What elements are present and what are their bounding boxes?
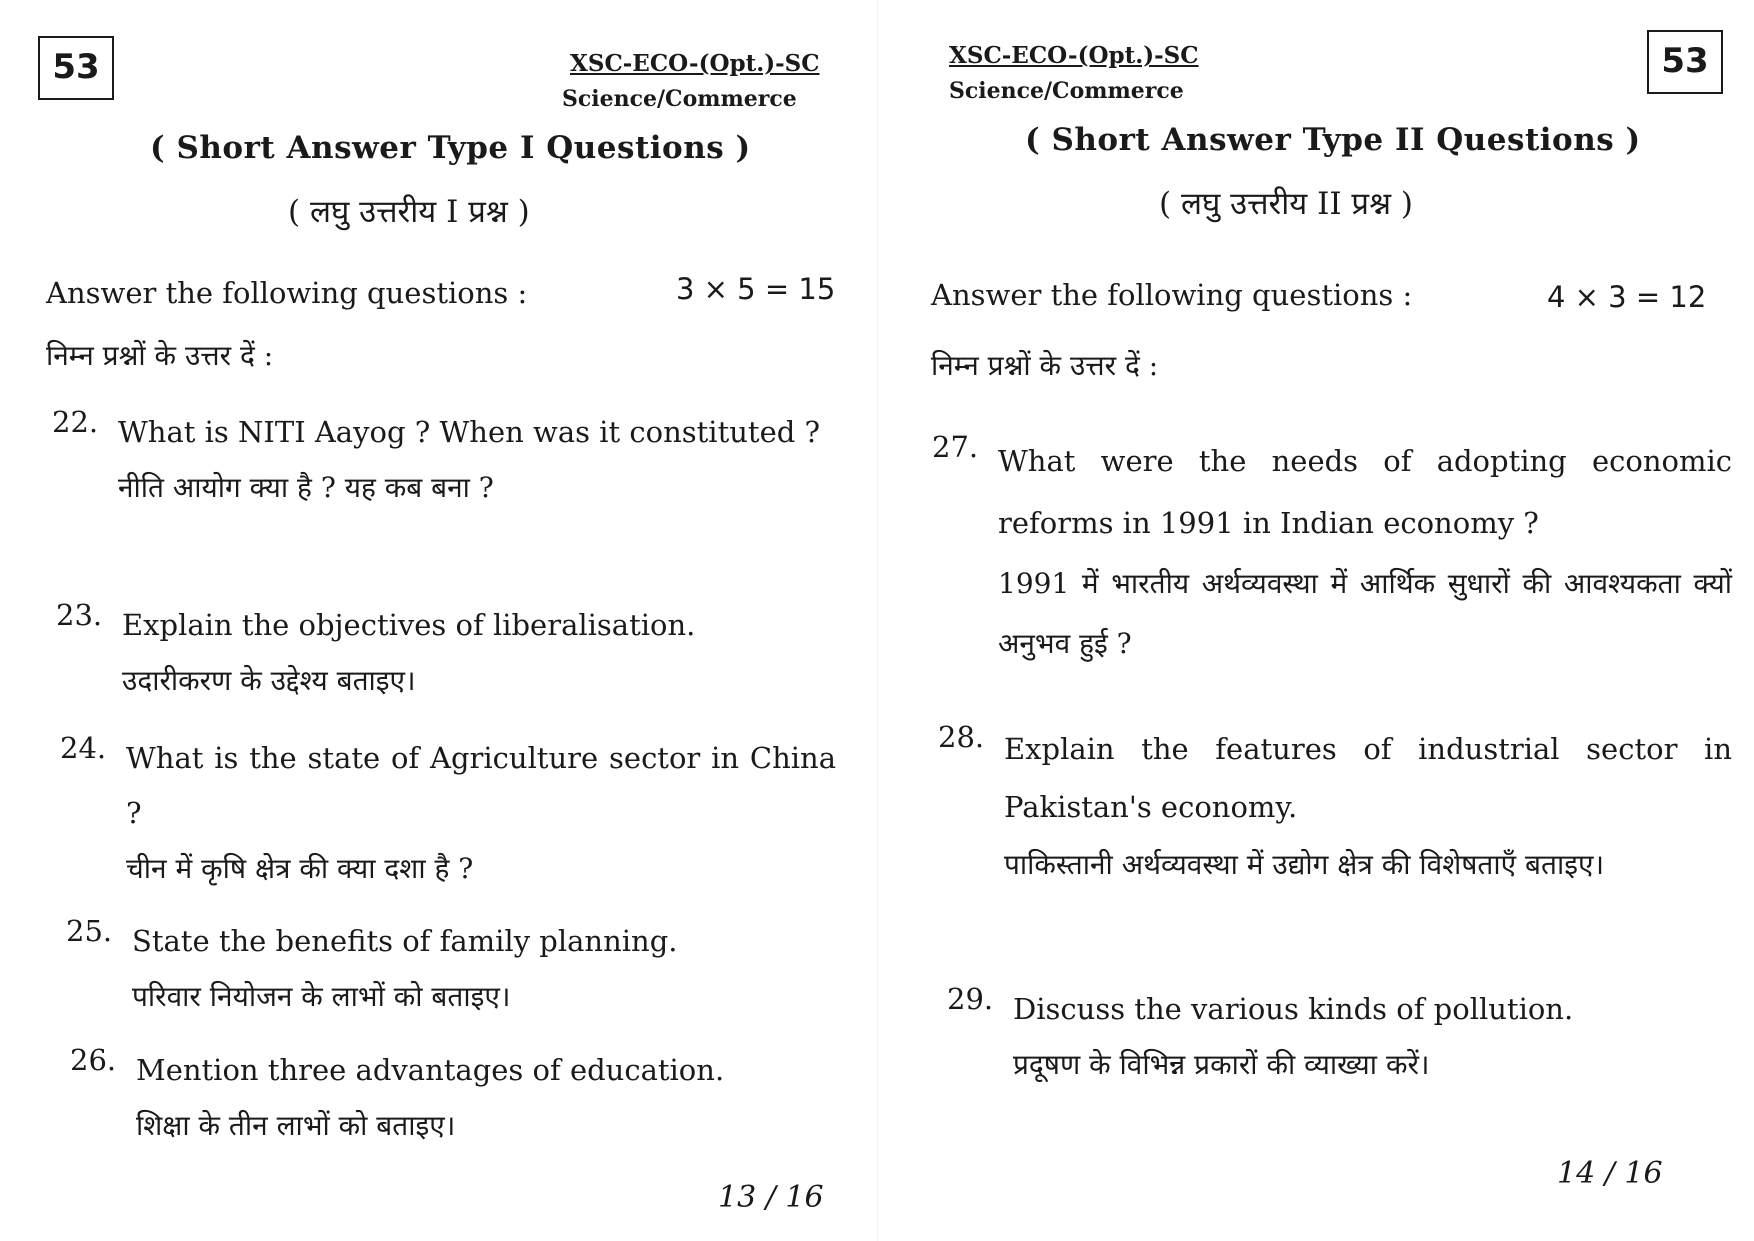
question-number: 29. (947, 982, 994, 1016)
section-title-hindi: ( लघु उत्तरीय I प्रश्न ) (288, 194, 530, 230)
question-number: 24. (60, 731, 107, 765)
question-text-hindi: नीति आयोग क्या है ? यह कब बना ? (118, 471, 494, 504)
folio: 13 / 16 (718, 1180, 824, 1215)
instruction: Answer the following questions : (931, 278, 1413, 312)
question-text-hindi: शिक्षा के तीन लाभों को बताइए। (136, 1109, 456, 1142)
question-29 (947, 982, 1732, 1092)
question-text: What is NITI Aayog ? When was it constituted ? (118, 415, 821, 449)
instruction: Answer the following questions : (46, 276, 528, 310)
stream-label: Science/Commerce (949, 78, 1184, 104)
question-27 (932, 430, 1732, 674)
question-text: Explain the features of industrial sector in Pakistan's economy. (1004, 732, 1732, 824)
question-text-hindi: परिवार नियोजन के लाभों को बताइए। (132, 980, 511, 1013)
section-title: ( Short Answer Type I Questions ) (150, 130, 751, 166)
question-25 (66, 914, 836, 1024)
marks-label: 4 × 3 = 12 (1547, 280, 1707, 314)
question-number: 23. (56, 598, 103, 632)
question-text-hindi: पाकिस्तानी अर्थव्यवस्था में उद्योग क्षेत्र की विशेषताएँ बताइए। (1004, 848, 1605, 881)
paper-code: XSC-ECO-(Opt.)-SC (949, 42, 1199, 69)
question-26 (70, 1043, 836, 1153)
section-title: ( Short Answer Type II Questions ) (1025, 122, 1641, 158)
instruction-hindi: निम्न प्रश्नों के उत्तर दें : (46, 339, 274, 372)
page-number-box: 53 (38, 36, 114, 100)
question-text-hindi: उदारीकरण के उद्देश्य बताइए। (122, 664, 416, 697)
question-number: 26. (70, 1043, 117, 1077)
right-page (877, 0, 1754, 1241)
marks-label: 3 × 5 = 15 (676, 272, 836, 306)
question-number: 22. (52, 405, 99, 439)
question-text: Explain the objectives of liberalisation. (122, 608, 696, 642)
folio: 14 / 16 (1557, 1156, 1663, 1191)
question-24 (60, 731, 836, 896)
instruction-hindi: निम्न प्रश्नों के उत्तर दें : (931, 349, 1159, 382)
question-number: 27. (932, 430, 979, 464)
question-text: What were the needs of adopting economic reforms in 1991 in Indian economy ? (998, 444, 1732, 540)
question-23 (56, 598, 836, 708)
paper-code: XSC-ECO-(Opt.)-SC (570, 50, 820, 77)
section-title-hindi: ( लघु उत्तरीय II प्रश्न ) (1159, 186, 1413, 222)
question-text-hindi: 1991 में भारतीय अर्थव्यवस्था में आर्थिक सुधारों की आवश्यकता क्यों अनुभव हुई ? (998, 567, 1732, 660)
question-text-hindi: प्रदूषण के विभिन्न प्रकारों की व्याख्या करें। (1013, 1048, 1430, 1081)
question-text: Mention three advantages of education. (136, 1053, 725, 1087)
page-number-box: 53 (1647, 30, 1723, 94)
question-text: State the benefits of family planning. (132, 924, 678, 958)
question-number: 25. (66, 914, 113, 948)
question-text: What is the state of Agriculture sector in China ? (126, 741, 836, 830)
question-text: Discuss the various kinds of pollution. (1013, 992, 1574, 1026)
question-text-hindi: चीन में कृषि क्षेत्र की क्या दशा है ? (126, 852, 474, 885)
question-22 (52, 405, 836, 515)
question-28 (938, 720, 1732, 894)
question-number: 28. (938, 720, 985, 754)
stream-label: Science/Commerce (562, 86, 797, 112)
